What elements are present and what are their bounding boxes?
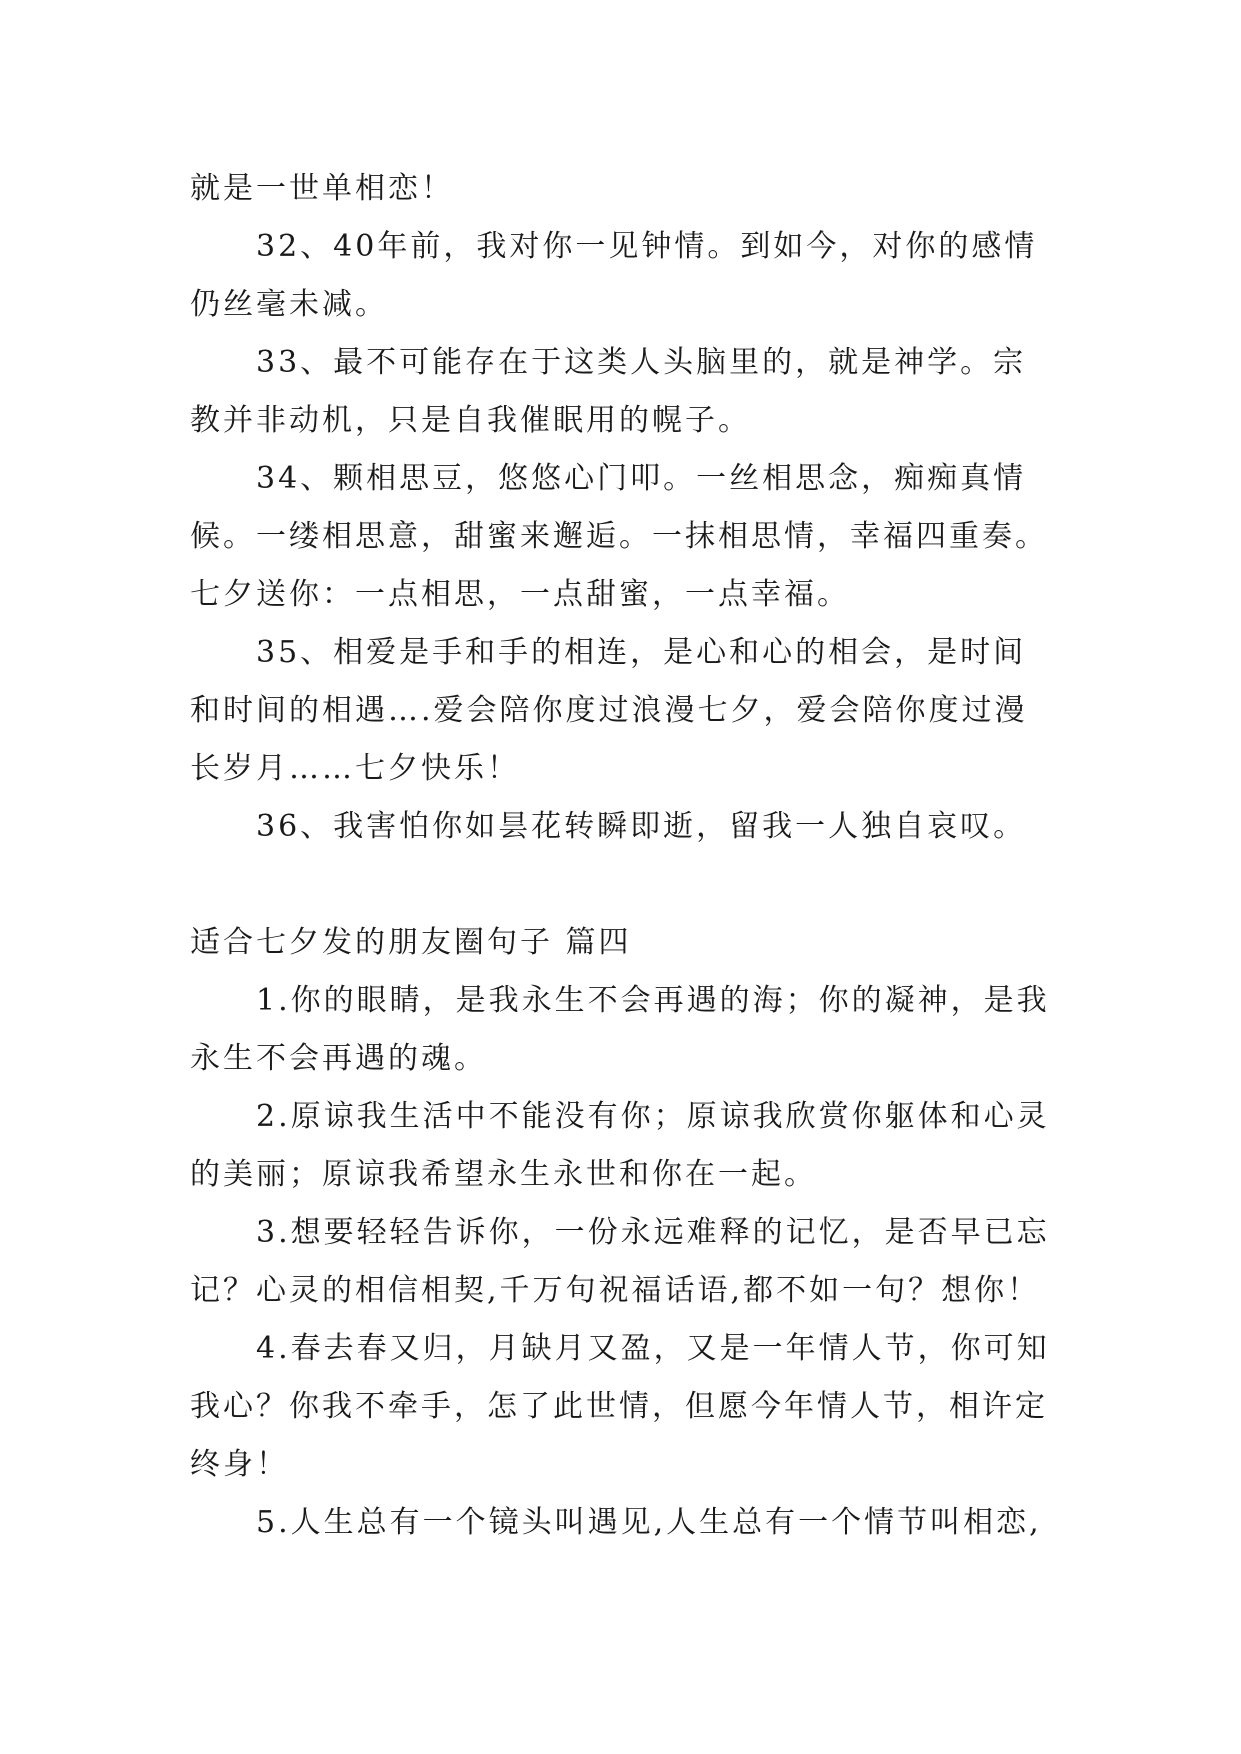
paragraph-35: 35、相爱是手和手的相连，是心和心的相会，是时间和时间的相遇….爱会陪你度过浪漫七夕，爱会陪你度过漫长岁月……七夕快乐！ bbox=[190, 635, 1028, 786]
paragraph-5: 5.人生总有一个镜头叫遇见,人生总有一个情节叫相恋, bbox=[256, 1505, 1042, 1540]
paragraph-33: 33、最不可能存在于这类人头脑里的，就是神学。宗教并非动机，只是自我催眠用的幌子。 bbox=[190, 345, 1027, 438]
paragraph-4: 4.春去春又归，月缺月又盈，又是一年情人节，你可知我心？你我不牵手，怎了此世情，但愿今年情人节，相许定终身！ bbox=[190, 1331, 1050, 1482]
section-title: 适合七夕发的朋友圈句子 篇四 bbox=[190, 925, 632, 960]
paragraph-3: 3.想要轻轻告诉你，一份永远难释的记忆，是否早已忘记？心灵的相信相契,千万句祝福话语,都不如一句？想你！ bbox=[190, 1215, 1050, 1308]
document-body bbox=[190, 160, 1050, 1552]
paragraph-32: 32、40年前，我对你一见钟情。到如今，对你的感情仍丝毫未减。 bbox=[190, 229, 1038, 322]
paragraph-34: 34、颗相思豆，悠悠心门叩。一丝相思念，痴痴真情候。一缕相思意，甜蜜来邂逅。一抹相思情，幸福四重奏。七夕送你：一点相思，一点甜蜜，一点幸福。 bbox=[190, 461, 1048, 612]
paragraph-1: 1.你的眼睛，是我永生不会再遇的海；你的凝神，是我永生不会再遇的魂。 bbox=[190, 983, 1050, 1076]
paragraph-36: 36、我害怕你如昙花转瞬即逝，留我一人独自哀叹。 bbox=[256, 809, 1027, 844]
lead-fragment: 就是一世单相恋！ bbox=[190, 171, 454, 206]
paragraph-2: 2.原谅我生活中不能没有你；原谅我欣赏你躯体和心灵的美丽；原谅我希望永生永世和你在一起。 bbox=[190, 1099, 1050, 1192]
